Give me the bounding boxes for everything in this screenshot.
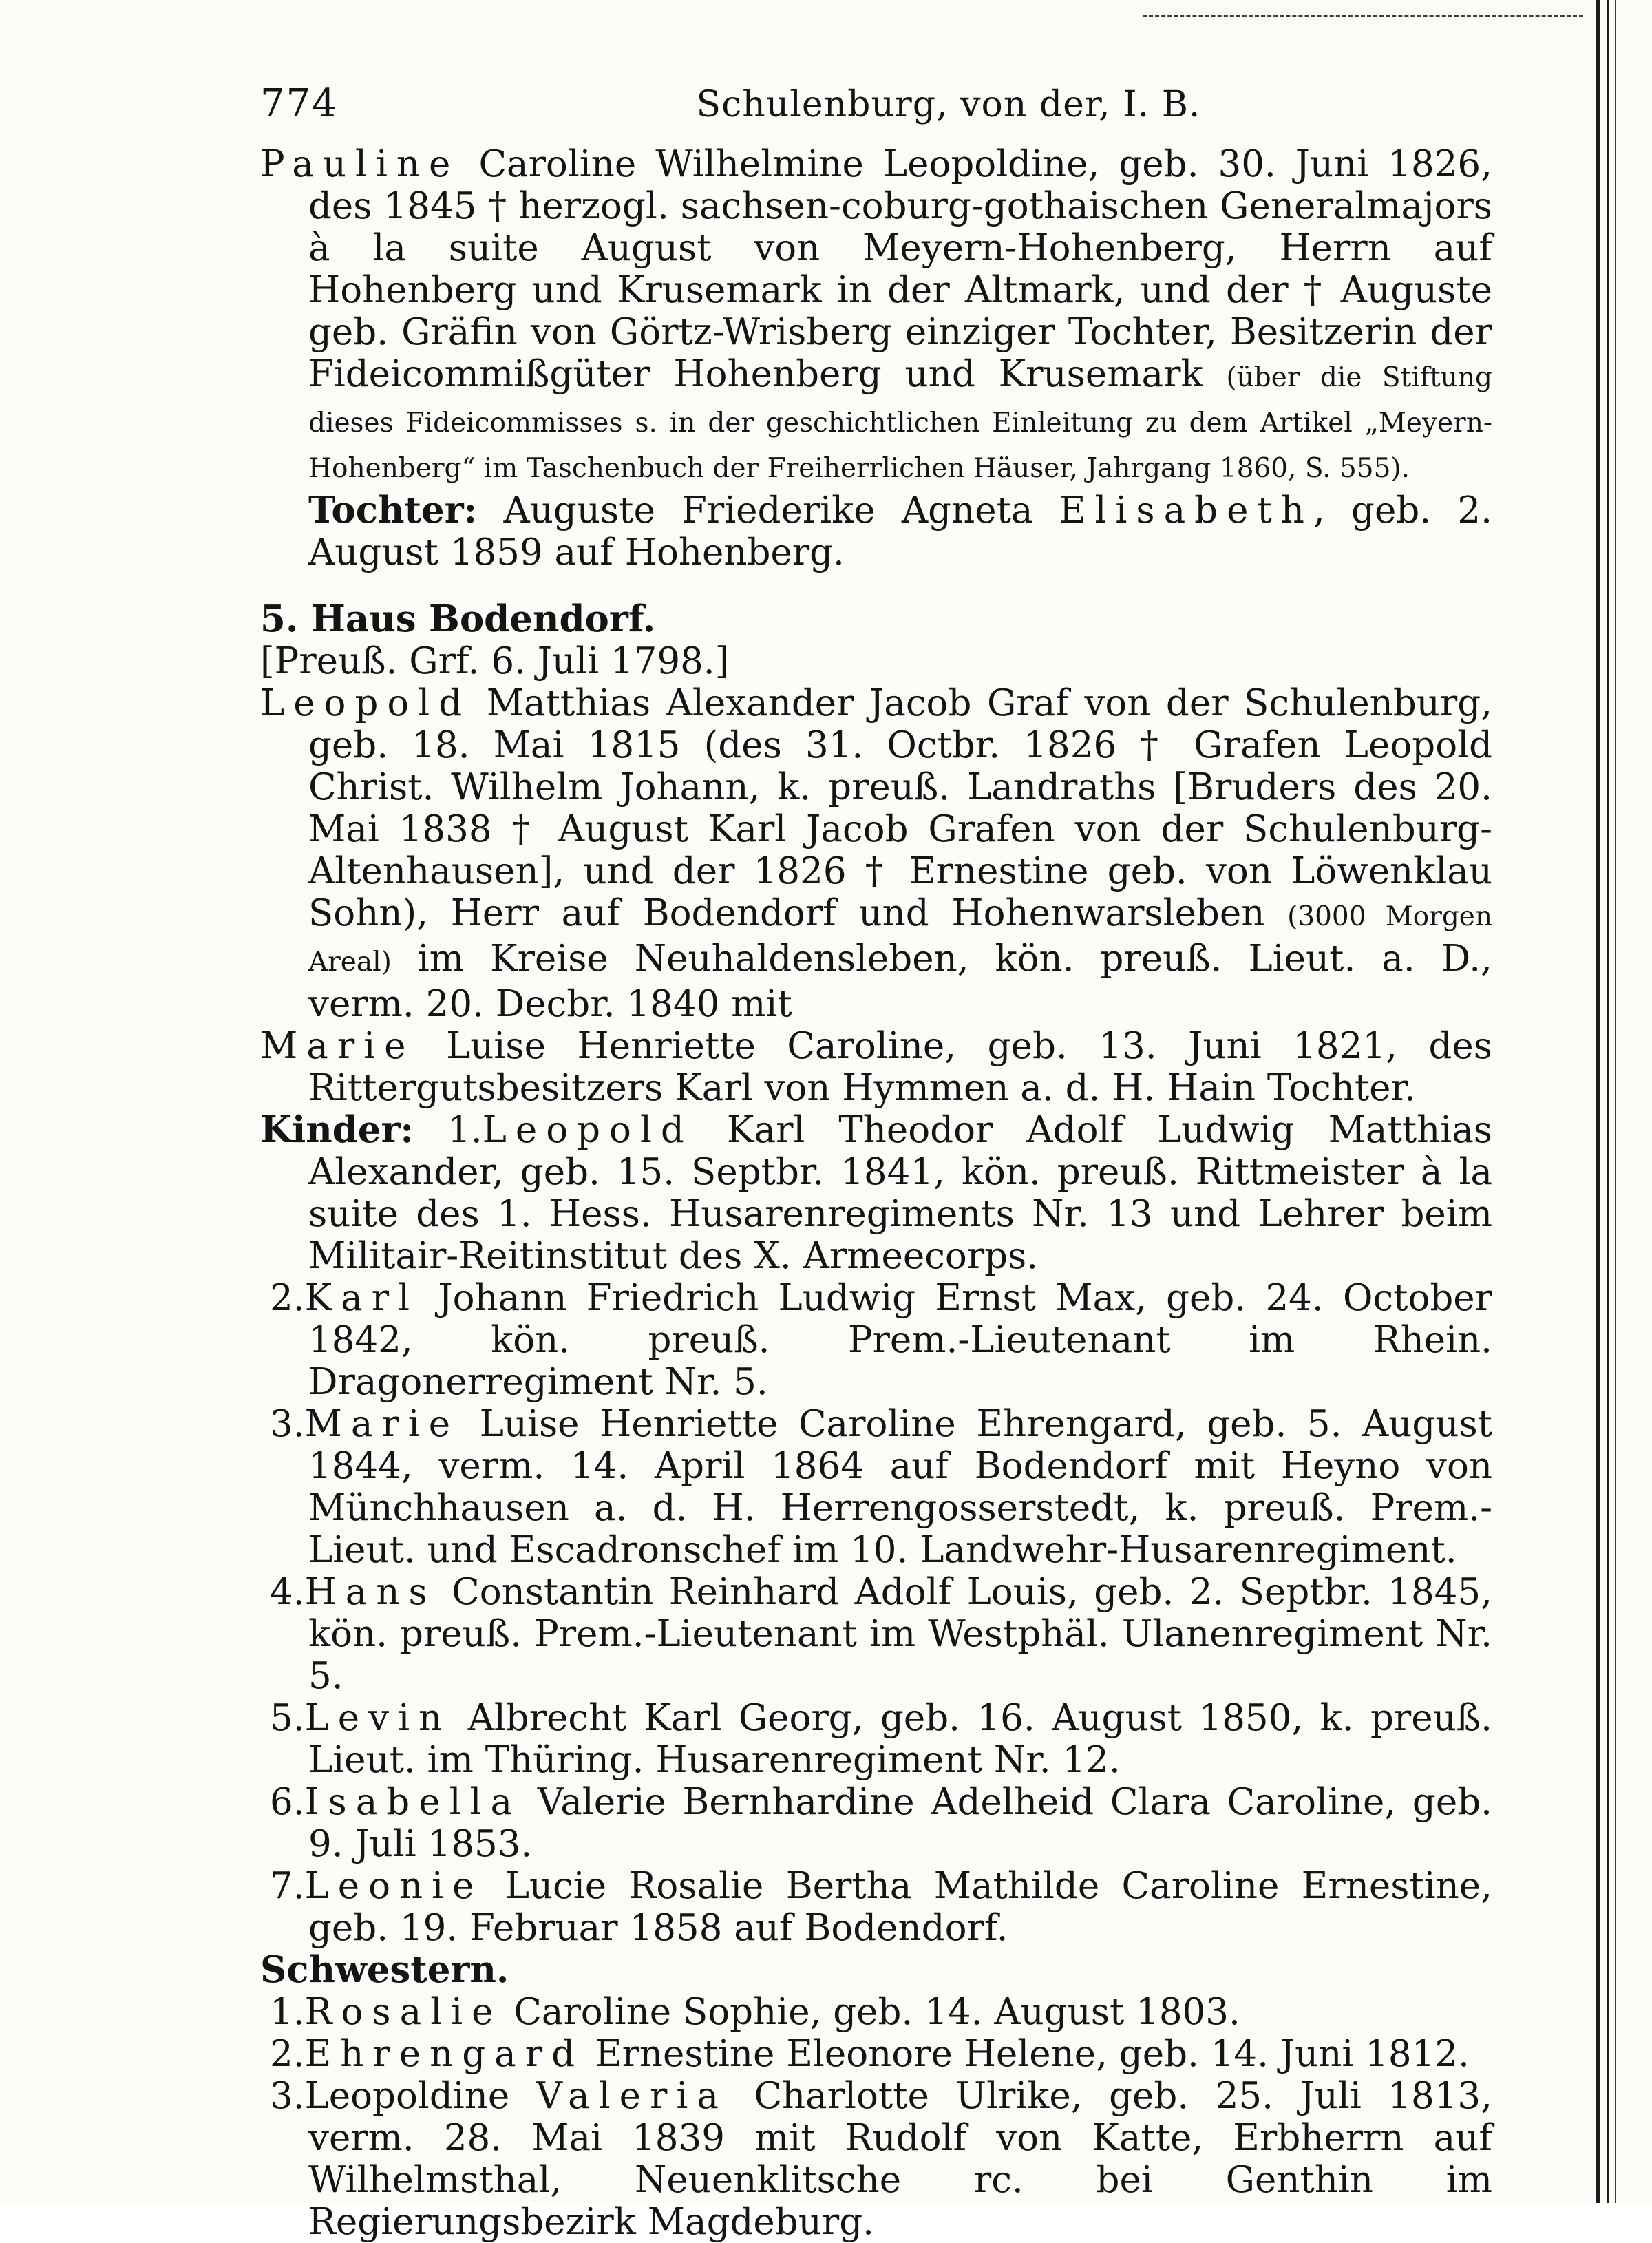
person-name: Valeria: [536, 2075, 728, 2117]
entry-pauline: [260, 143, 1492, 489]
running-title: Schulenburg, von der, I. B.: [696, 84, 1201, 125]
person-name: Karl: [304, 1277, 419, 1319]
binding-edge: [1615, 0, 1616, 2203]
sister-item: 1.Rosalie Caroline Sophie, geb. 14. August 1803.: [270, 1991, 1240, 2033]
person-name: Rosalie: [304, 1991, 502, 2033]
child-item: 4.Hans Constantin Reinhard Adolf Louis, geb. 2. Septbr. 1845, kön. preuß. Prem.-Lieutenant im Westphäl. Ulanenregiment Nr. 5.: [270, 1571, 1492, 1697]
entry-leopold: Leopold Matthias Alexander Jacob Graf von der Schulenburg, geb. 18. Mai 1815 (des 31. Octbr. 1826 † Grafen Leopold Christ. Wilhelm Johann, k. preuß. Landraths [Bruders des 20. Mai 1838 † August Karl Jacob Grafen von der Schulenburg-Altenhausen], und der 1826 † Ernestine geb. von Löwenklau Sohn), Herr auf Bodendorf und Hohenwarsleben (3000 Morgen Areal) im Kreise Neuhaldensleben, kön. preuß. Lieut. a. D., verm. 20. Decbr. 1840 mit: [260, 682, 1492, 1025]
child-item: 5.Levin Albrecht Karl Georg, geb. 16. August 1850, k. preuß. Lieut. im Thüring. Husarenregiment Nr. 12.: [270, 1697, 1492, 1781]
section-title: 5. Haus Bodendorf.: [260, 598, 656, 640]
binding-edge: [1596, 0, 1600, 2203]
person-name: Leonie: [304, 1865, 483, 1907]
children-label: Kinder:: [260, 1108, 414, 1151]
sisters-heading: Schwestern.: [260, 1948, 509, 1991]
person-name: Pauline: [260, 143, 460, 185]
person-name: Levin: [304, 1697, 452, 1739]
child-item: 7.Leonie Lucie Rosalie Bertha Mathilde Caroline Ernestine, geb. 19. Februar 1858 auf Bodendorf.: [270, 1865, 1492, 1949]
page-body: [260, 143, 1492, 2243]
binding-edge: [1607, 0, 1609, 2203]
entry-text: Caroline Wilhelmine Leopoldine, geb. 30. Juni 1826, des 1845 † herzogl. sachsen-coburg-gothaischen Generalmajors à la suite August von Meyern-Hohenberg, Herrn auf Hohenberg und Krusemark in der Altmark, und der † Auguste geb. Gräfin von Görtz-Wrisberg einziger Tochter, Besitzerin der Fideicommißgüter Hohenberg und Krusemark: [308, 143, 1492, 395]
person-name: Hans: [304, 1571, 436, 1613]
daughter-label: Tochter:: [308, 489, 478, 531]
daughter-line: Tochter: Auguste Friederike Agneta Elisabeth, geb. 2. August 1859 auf Hohenberg.: [308, 489, 1492, 573]
area-note: (3000 Morgen Areal): [308, 901, 1492, 978]
entry-marie: Marie Luise Henriette Caroline, geb. 13. Juni 1821, des Rittergutsbesitzers Karl von Hymmen a. d. H. Hain Tochter.: [260, 1025, 1492, 1109]
person-name: Leopold: [260, 682, 472, 724]
child-item: 6.Isabella Valerie Bernhardine Adelheid Clara Caroline, geb. 9. Juli 1853.: [270, 1781, 1492, 1865]
foundation-note: (über die Stiftung dieses Fideicommisses s. in der geschichtlichen Einleitung zu dem Artikel „Meyern-Hohenberg“ im Taschenbuch der Freiherrlichen Häuser, Jahrgang 1860, S. 555).: [308, 362, 1492, 484]
person-name: Leopold: [482, 1109, 693, 1151]
child-item: 3.Marie Luise Henriette Caroline Ehrengard, geb. 5. August 1844, verm. 14. April 1864 auf Bodendorf mit Heyno von Münchhausen a. d. H. Herrengosserstedt, k. preuß. Prem.-Lieut. und Escadronschef im 10. Landwehr-Husarenregiment.: [270, 1403, 1492, 1571]
sister-item: 2.Ehrengard Ernestine Eleonore Helene, geb. 14. Juni 1812.: [270, 2033, 1470, 2075]
child-item: Kinder: 1.Leopold Karl Theodor Adolf Ludwig Matthias Alexander, geb. 15. Septbr. 1841, kön. preuß. Rittmeister à la suite des 1. Hess. Husarenregiments Nr. 13 und Lehrer beim Militair-Reitinstitut des X. Armeecorps.: [260, 1108, 1492, 1277]
person-name: Isabella: [304, 1781, 522, 1823]
person-name: Elisabeth: [1059, 489, 1313, 531]
page-number: 774: [260, 81, 338, 126]
sister-item: 3.Leopoldine Valeria Charlotte Ulrike, geb. 25. Juli 1813, verm. 28. Mai 1839 mit Rudolf von Katte, Erbherrn auf Wilhelmsthal, Neuenklitsche rc. bei Genthin im Regierungsbezirk Magdeburg.: [270, 2075, 1492, 2243]
section-subtitle: [Preuß. Grf. 6. Juli 1798.]: [260, 640, 730, 682]
person-name: Ehrengard: [304, 2033, 584, 2075]
top-edge-mark: [1143, 15, 1583, 17]
page-header: [260, 81, 1492, 140]
child-item: 2.Karl Johann Friedrich Ludwig Ernst Max, geb. 24. October 1842, kön. preuß. Prem.-Lieutenant im Rhein. Dragonerregiment Nr. 5.: [270, 1277, 1492, 1403]
person-name: Marie: [260, 1025, 415, 1067]
person-name: Marie: [304, 1403, 460, 1445]
